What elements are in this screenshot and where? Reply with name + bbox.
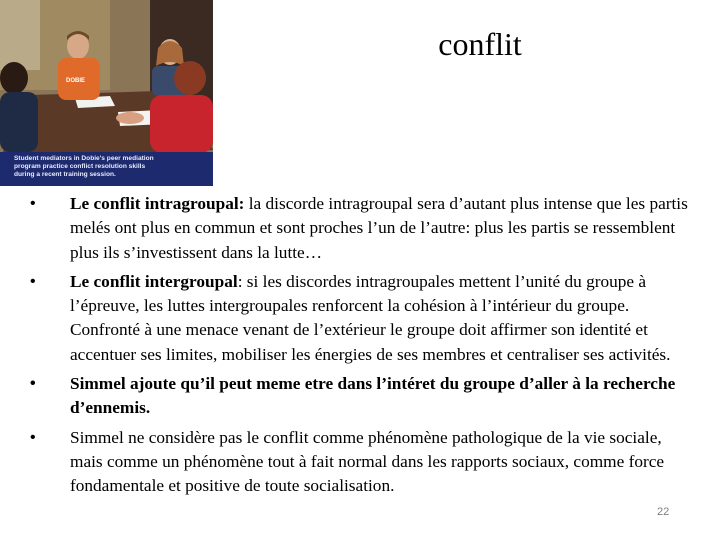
- bullet-text: la discorde intragroupal sera d’autant plus intense que les partis melés ont plus en commun et sont proches l’un de l’autre: plus les partis se ressemblent plus ils s’investissent dans la lutte…: [70, 194, 688, 262]
- bullet-icon: •: [30, 195, 36, 212]
- mediation-photo: [0, 0, 213, 186]
- bullet-item: [30, 426, 690, 499]
- page-number: 22: [657, 506, 670, 518]
- bullet-item: [30, 270, 690, 367]
- photo-caption-line: Student mediators in Dobie's peer mediation: [14, 155, 154, 162]
- bullet-lead: Simmel ajoute qu’il peut meme etre dans l’intéret du groupe d’aller à la recherche d’ennemis.: [70, 374, 676, 418]
- bullet-item: [30, 192, 690, 265]
- bullet-icon: •: [30, 428, 36, 446]
- photo-caption-line: program practice conflict resolution skills: [14, 163, 146, 170]
- bullet-item: [30, 372, 690, 421]
- bullet-icon: •: [30, 375, 36, 393]
- photo-caption: [0, 152, 213, 186]
- bullet-lead: Le conflit intergroupal: [70, 271, 238, 291]
- bullet-text: : si les discordes intragroupales mettent l’unité du groupe à l’épreuve, les luttes intergroupales renforcent la cohésion à l’intérieur du groupe. Confronté à une menace venant de l’extérieur le groupe doit affirmer son identité et accentuer ses limites, mobiliser les énergies de ses membres et centraliser ses activités.: [70, 271, 671, 364]
- bullet-icon: •: [30, 272, 36, 290]
- bullet-lead: Le conflit intragroupal:: [70, 194, 245, 213]
- shirt-text: DOBIE: [66, 78, 86, 84]
- slide-title: conflit: [438, 26, 522, 62]
- bullet-list: [30, 192, 690, 504]
- bullet-text: Simmel ne considère pas le conflit comme phénomène pathologique de la vie sociale, mais comme un phénomène tout à fait normal dans les rapports sociaux, comme force fondamentale et positive de toute socialisation.: [70, 427, 665, 496]
- photo-caption-line: during a recent training session.: [14, 171, 116, 178]
